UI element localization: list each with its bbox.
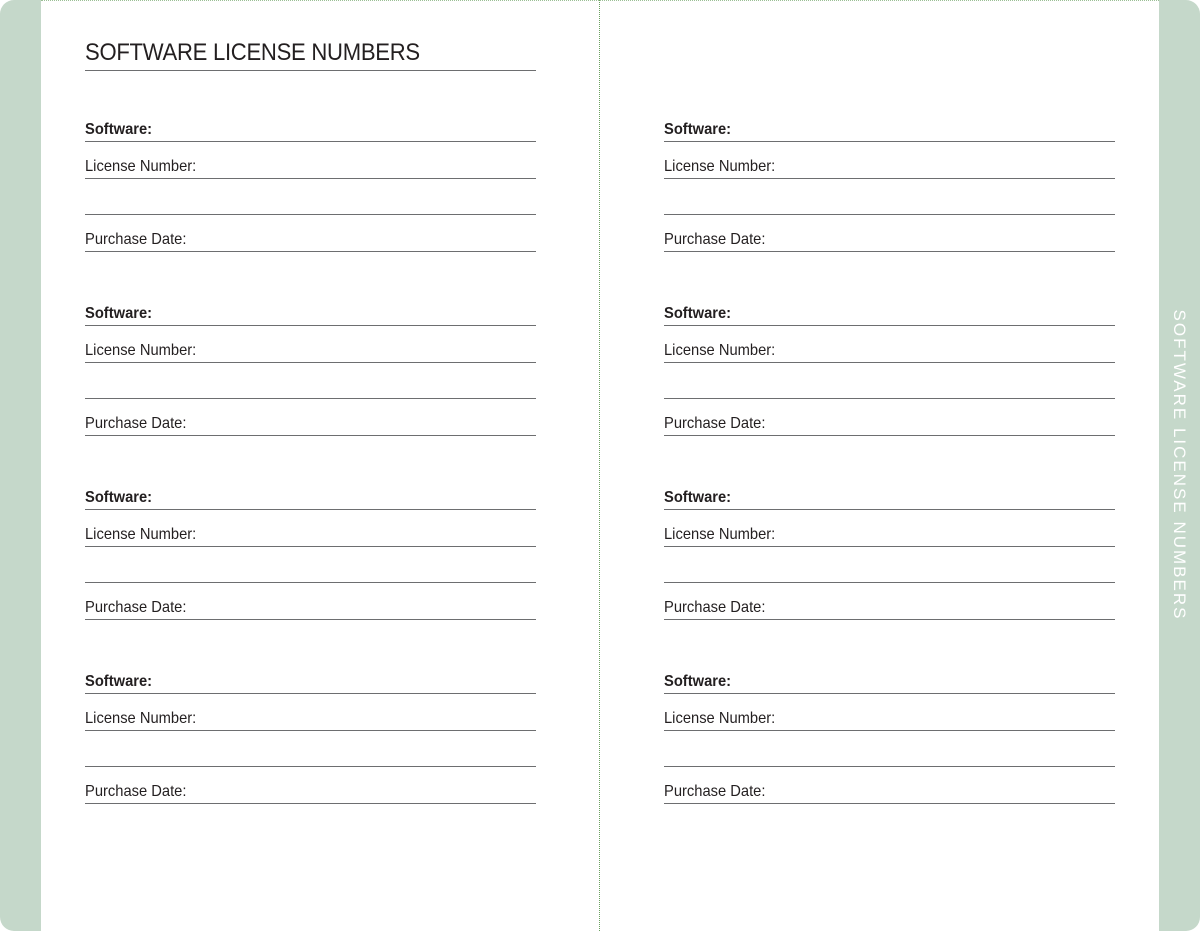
license-number-line[interactable] [85,362,536,363]
software-label: Software: [85,121,153,138]
license-number-line-2[interactable] [85,214,536,215]
software-label: Software: [664,489,732,506]
purchase-date-label: Purchase Date: [85,231,187,248]
license-number-line[interactable] [85,546,536,547]
software-label: Software: [85,673,153,690]
license-number-line-2[interactable] [664,582,1115,583]
license-entry [664,656,1115,840]
software-line[interactable] [664,141,1115,142]
software-label: Software: [664,305,732,322]
license-entry [85,104,536,288]
license-number-line-2[interactable] [85,766,536,767]
license-number-line[interactable] [664,730,1115,731]
software-label: Software: [664,673,732,690]
license-number-label: License Number: [85,342,197,359]
right-page-column [664,104,1115,840]
license-number-line[interactable] [664,178,1115,179]
purchase-date-label: Purchase Date: [664,231,766,248]
software-line[interactable] [664,509,1115,510]
license-number-line-2[interactable] [85,398,536,399]
side-tab-label: SOFTWARE LICENSE NUMBERS [1170,309,1189,621]
software-line[interactable] [85,509,536,510]
license-number-line-2[interactable] [85,582,536,583]
purchase-date-line[interactable] [664,435,1115,436]
purchase-date-line[interactable] [664,803,1115,804]
software-line[interactable] [664,693,1115,694]
software-line[interactable] [85,141,536,142]
purchase-date-line[interactable] [85,803,536,804]
license-number-label: License Number: [664,342,776,359]
license-entry [664,104,1115,288]
page-title [85,38,536,71]
license-number-line-2[interactable] [664,398,1115,399]
license-entry [85,288,536,472]
page-title-text: SOFTWARE LICENSE NUMBERS [85,39,420,66]
license-entry [85,472,536,656]
spine-fold-line [599,0,600,931]
license-number-line-2[interactable] [664,214,1115,215]
license-number-line[interactable] [664,546,1115,547]
license-number-label: License Number: [85,710,197,727]
purchase-date-line[interactable] [664,251,1115,252]
license-number-label: License Number: [664,158,776,175]
left-page-column [85,104,536,840]
purchase-date-label: Purchase Date: [664,415,766,432]
license-number-label: License Number: [85,158,197,175]
software-line[interactable] [85,693,536,694]
license-number-label: License Number: [85,526,197,543]
software-line[interactable] [664,325,1115,326]
purchase-date-label: Purchase Date: [85,783,187,800]
purchase-date-label: Purchase Date: [85,415,187,432]
license-number-line[interactable] [664,362,1115,363]
software-line[interactable] [85,325,536,326]
license-number-line-2[interactable] [664,766,1115,767]
license-entry [664,288,1115,472]
purchase-date-line[interactable] [85,619,536,620]
license-number-label: License Number: [664,526,776,543]
software-label: Software: [85,305,153,322]
purchase-date-label: Purchase Date: [664,783,766,800]
left-page-edge-tab [0,0,41,931]
top-trim-line [41,0,1159,1]
software-label: Software: [664,121,732,138]
license-entry [664,472,1115,656]
purchase-date-line[interactable] [85,435,536,436]
purchase-date-line[interactable] [664,619,1115,620]
purchase-date-line[interactable] [85,251,536,252]
purchase-date-label: Purchase Date: [85,599,187,616]
software-label: Software: [85,489,153,506]
license-entry [85,656,536,840]
license-number-line[interactable] [85,730,536,731]
purchase-date-label: Purchase Date: [664,599,766,616]
license-number-label: License Number: [664,710,776,727]
license-number-line[interactable] [85,178,536,179]
